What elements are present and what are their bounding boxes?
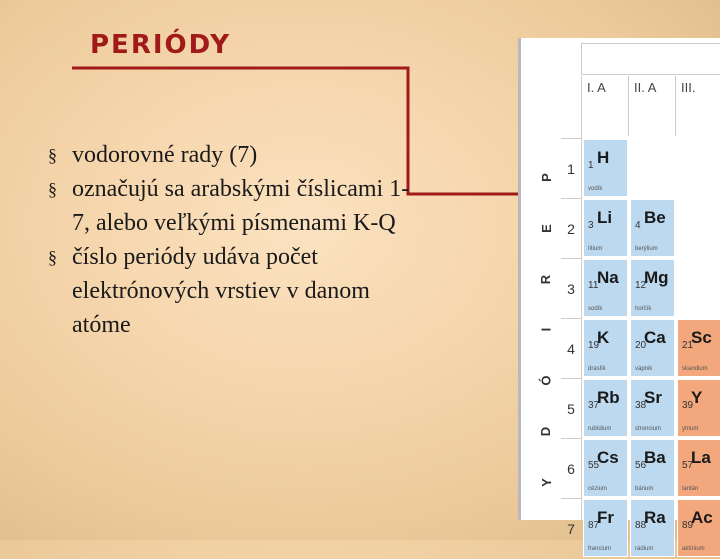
- bullet-item: [48, 240, 418, 342]
- table-top-strip: [581, 43, 720, 75]
- element-number: 3: [588, 220, 594, 231]
- element-cell: [583, 199, 628, 257]
- element-cell: [583, 379, 628, 437]
- element-symbol: Na: [597, 268, 619, 287]
- bullet-item: [48, 138, 418, 172]
- element-name: rádium: [635, 546, 654, 552]
- element-number: 89: [682, 520, 694, 531]
- element-cell: [583, 139, 628, 197]
- slide-title: PERIÓDY: [90, 30, 232, 60]
- element-symbol: Sr: [644, 388, 662, 407]
- element-symbol: Be: [644, 208, 666, 227]
- element-cell: [630, 199, 675, 257]
- element-symbol: H: [597, 148, 610, 167]
- bullet-marker: §: [48, 247, 57, 267]
- element-symbol: Ra: [644, 508, 666, 527]
- element-symbol: Sc: [691, 328, 712, 347]
- element-name: bárium: [635, 486, 654, 492]
- element-name: berýlium: [635, 246, 658, 252]
- element-cell: [677, 379, 720, 437]
- period-number: 7: [561, 498, 581, 559]
- element-cell: [677, 499, 720, 557]
- element-cell: [630, 439, 675, 497]
- element-name: lantán: [682, 486, 699, 492]
- element-number: 38: [635, 400, 647, 411]
- side-letter: D: [538, 426, 554, 437]
- element-cell: [677, 319, 720, 377]
- bullet-marker: §: [48, 145, 57, 165]
- period-number: 3: [561, 258, 581, 319]
- bullet-text: vodorovné rady (7): [72, 142, 258, 168]
- group-header-3: III.: [675, 76, 720, 136]
- element-cell: [630, 499, 675, 557]
- element-cell: [630, 379, 675, 437]
- element-number: 88: [635, 520, 647, 531]
- periodic-table-excerpt: [518, 38, 720, 552]
- element-number: 39: [682, 400, 694, 411]
- element-number: 19: [588, 340, 600, 351]
- element-number: 20: [635, 340, 647, 351]
- element-symbol: Li: [597, 208, 613, 227]
- element-number: 37: [588, 400, 600, 411]
- group-header-1a: I. A: [581, 76, 628, 136]
- element-name: lítium: [588, 246, 603, 252]
- bullet-marker: §: [48, 179, 57, 199]
- element-number: 56: [635, 460, 647, 471]
- side-letter: Y: [538, 478, 554, 487]
- element-symbol: Cs: [597, 448, 619, 467]
- element-name: horčík: [635, 306, 652, 312]
- element-name: aktínium: [682, 546, 705, 552]
- bullet-text: číslo periódy udáva počet elektrónových vrstiev v danom atóme: [72, 244, 370, 338]
- table-grid-line: [581, 76, 582, 520]
- element-name: sodík: [588, 306, 603, 312]
- group-header-2a: II. A: [628, 76, 675, 136]
- element-symbol: Ba: [644, 448, 666, 467]
- element-cell: [583, 499, 628, 557]
- element-cell: [583, 439, 628, 497]
- bullet-item: [48, 172, 418, 240]
- element-symbol: La: [691, 448, 711, 467]
- element-name: ytrium: [682, 426, 699, 432]
- element-symbol: Y: [691, 388, 703, 407]
- element-cell: [677, 439, 720, 497]
- bullet-list: [48, 138, 418, 342]
- side-letter: E: [538, 223, 554, 233]
- bullet-text: označujú sa arabskými číslicami 1-7, alebo veľkými písmenami K-Q: [72, 176, 410, 236]
- element-number: 1: [588, 160, 594, 171]
- element-symbol: Rb: [597, 388, 620, 407]
- side-letter: P: [538, 173, 554, 182]
- element-number: 11: [588, 280, 599, 291]
- element-name: draslík: [588, 366, 606, 372]
- element-number: 12: [635, 280, 647, 291]
- element-number: 4: [635, 220, 641, 231]
- period-number: 5: [561, 378, 581, 439]
- period-side-label: [535, 138, 557, 520]
- element-name: skandium: [682, 366, 708, 372]
- period-number: 1: [561, 138, 581, 199]
- side-letter: I: [538, 328, 554, 332]
- side-letter: R: [538, 274, 554, 284]
- element-cell: [630, 319, 675, 377]
- element-cell: [630, 259, 675, 317]
- element-number: 87: [588, 520, 600, 531]
- element-symbol: Ac: [691, 508, 713, 527]
- element-cell: [583, 319, 628, 377]
- element-number: 57: [682, 460, 694, 471]
- element-name: vodík: [588, 186, 603, 192]
- element-symbol: Ca: [644, 328, 666, 347]
- period-number: 2: [561, 198, 581, 259]
- side-letter: Ó: [538, 375, 554, 386]
- element-symbol: Fr: [597, 508, 614, 527]
- period-number: 4: [561, 318, 581, 379]
- period-number: 6: [561, 438, 581, 499]
- element-name: vápnik: [635, 366, 653, 372]
- element-name: francium: [588, 546, 612, 552]
- element-name: cézium: [588, 486, 608, 492]
- element-name: rubídium: [588, 426, 612, 432]
- element-symbol: K: [597, 328, 610, 347]
- element-name: stroncium: [635, 426, 662, 432]
- element-number: 21: [682, 340, 694, 351]
- element-symbol: Mg: [644, 268, 669, 287]
- element-number: 55: [588, 460, 600, 471]
- element-cell: [583, 259, 628, 317]
